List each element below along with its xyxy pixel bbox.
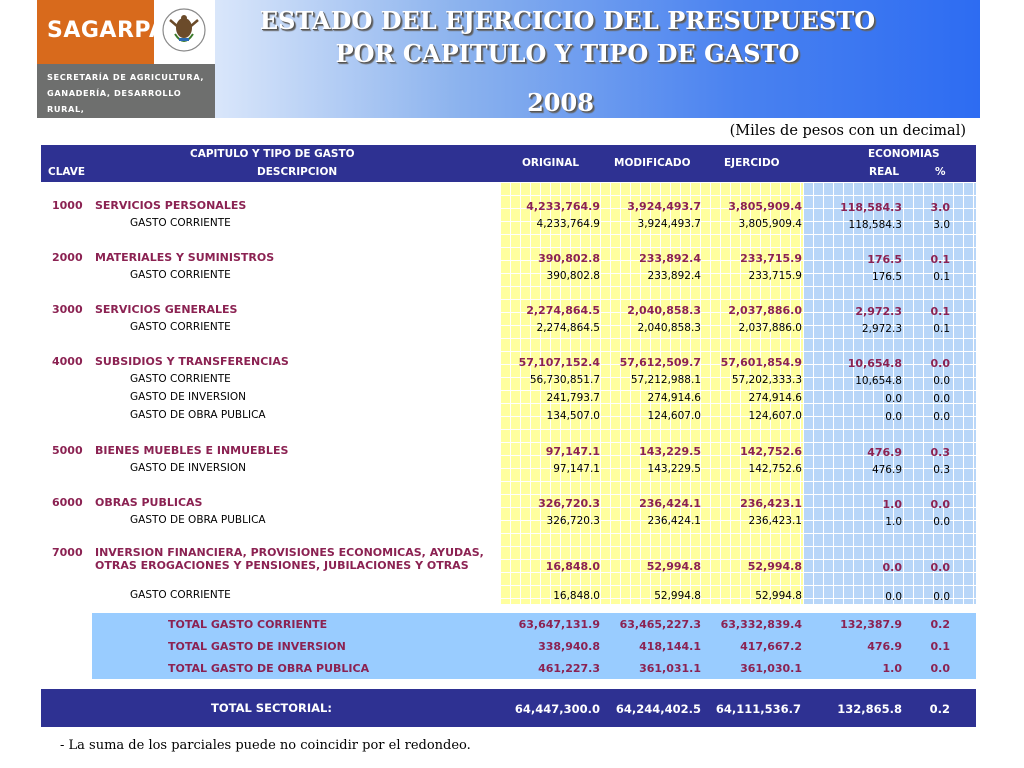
row-clave: 5000	[52, 444, 83, 457]
row-pct: 0.3	[930, 446, 950, 459]
row-modificado: 143,229.5	[647, 463, 701, 475]
total-ejercido: 361,030.1	[740, 662, 802, 675]
row-real: 118,584.3	[848, 219, 902, 231]
row-real: 176.5	[871, 271, 902, 283]
page-title-line1: ESTADO DEL EJERCICIO DEL PRESUPUESTO	[259, 6, 876, 35]
footnote: - La suma de los parciales puede no coincidir por el redondeo.	[60, 738, 471, 753]
row-clave: 4000	[52, 355, 83, 368]
row-original: 4,233,764.9	[526, 200, 600, 213]
row-original: 390,802.8	[546, 270, 600, 282]
total-pct: 0.1	[930, 640, 950, 653]
col-modificado: MODIFICADO	[614, 157, 691, 169]
row-real: 0.0	[882, 561, 902, 574]
sectoral-real: 132,865.8	[837, 702, 902, 716]
row-modificado: 143,229.5	[639, 445, 701, 458]
total-pct: 0.0	[930, 662, 950, 675]
row-ejercido: 57,601,854.9	[720, 356, 802, 369]
chapter-description: SERVICIOS PERSONALES	[95, 199, 247, 212]
total-real: 132,387.9	[840, 618, 902, 631]
row-real: 2,972.3	[855, 305, 902, 318]
row-modificado: 57,212,988.1	[630, 374, 701, 386]
col-pct: %	[935, 166, 946, 178]
total-real: 1.0	[882, 662, 902, 675]
row-pct: 0.0	[930, 561, 950, 574]
total-original: 338,940.8	[538, 640, 600, 653]
row-real: 0.0	[885, 591, 902, 603]
row-real: 1.0	[885, 516, 902, 528]
sectoral-total-row	[41, 689, 976, 727]
row-pct: 0.0	[933, 375, 950, 387]
col-economias: ECONOMIAS	[868, 148, 940, 160]
row-original: 57,107,152.4	[518, 356, 600, 369]
row-pct: 0.1	[930, 253, 950, 266]
row-original: 4,233,764.9	[536, 218, 600, 230]
row-clave: 1000	[52, 199, 83, 212]
row-modificado: 236,424.1	[647, 515, 701, 527]
row-pct: 3.0	[933, 219, 950, 231]
row-pct: 0.0	[930, 498, 950, 511]
spending-type-description: GASTO CORRIENTE	[130, 589, 231, 601]
row-real: 118,584.3	[840, 201, 902, 214]
row-clave: 3000	[52, 303, 83, 316]
spending-type-description: GASTO DE OBRA PUBLICA	[130, 409, 266, 421]
row-ejercido: 142,752.6	[748, 463, 802, 475]
row-pct: 0.0	[933, 411, 950, 423]
spending-type-description: GASTO DE INVERSION	[130, 462, 247, 474]
total-label: TOTAL GASTO DE INVERSION	[168, 640, 346, 653]
logo-ministry-text: SECRETARÍA DE AGRICULTURA, GANADERÍA, DESARROLLO RURAL, PESCA Y ALIMENTACIÓN	[47, 72, 205, 130]
row-ejercido: 52,994.8	[755, 590, 802, 602]
col-real: REAL	[869, 166, 900, 178]
row-pct: 0.0	[933, 393, 950, 405]
col-clave: CLAVE	[48, 166, 86, 178]
spending-type-description: GASTO CORRIENTE	[130, 321, 231, 333]
total-pct: 0.2	[930, 618, 950, 631]
col-capitulo: CAPITULO Y TIPO DE GASTO	[190, 148, 355, 160]
row-modificado: 124,607.0	[647, 410, 701, 422]
row-modificado: 2,040,858.3	[627, 304, 701, 317]
row-real: 2,972.3	[861, 323, 902, 335]
row-real: 476.9	[867, 446, 902, 459]
chapter-description: SERVICIOS GENERALES	[95, 303, 238, 316]
page-title-line2: POR CAPITULO Y TIPO DE GASTO	[335, 39, 800, 68]
row-original: 16,848.0	[545, 560, 600, 573]
total-ejercido: 63,332,839.4	[720, 618, 802, 631]
logo-name: SAGARPA	[47, 18, 167, 43]
row-ejercido: 142,752.6	[740, 445, 802, 458]
row-modificado: 52,994.8	[646, 560, 701, 573]
row-ejercido: 233,715.9	[740, 252, 802, 265]
row-modificado: 3,924,493.7	[637, 218, 701, 230]
row-clave: 6000	[52, 496, 83, 509]
row-modificado: 236,424.1	[639, 497, 701, 510]
row-ejercido: 236,423.1	[740, 497, 802, 510]
total-ejercido: 417,667.2	[740, 640, 802, 653]
row-original: 97,147.1	[553, 463, 600, 475]
row-real: 176.5	[867, 253, 902, 266]
spending-type-description: GASTO CORRIENTE	[130, 269, 231, 281]
row-real: 476.9	[871, 464, 902, 476]
total-modificado: 361,031.1	[639, 662, 701, 675]
row-pct: 0.1	[933, 323, 950, 335]
row-ejercido: 2,037,886.0	[738, 322, 802, 334]
row-real: 10,654.8	[847, 357, 902, 370]
row-modificado: 274,914.6	[647, 392, 701, 404]
row-ejercido: 2,037,886.0	[728, 304, 802, 317]
row-ejercido: 274,914.6	[748, 392, 802, 404]
sectoral-ejercido: 64,111,536.7	[715, 702, 801, 716]
chapter-description: SUBSIDIOS Y TRANSFERENCIAS	[95, 355, 289, 368]
row-original: 2,274,864.5	[526, 304, 600, 317]
col-original: ORIGINAL	[522, 157, 580, 169]
total-real: 476.9	[867, 640, 902, 653]
row-ejercido: 3,805,909.4	[738, 218, 802, 230]
row-pct: 0.1	[933, 271, 950, 283]
row-real: 0.0	[885, 411, 902, 423]
sectoral-pct: 0.2	[929, 702, 950, 716]
row-modificado: 233,892.4	[647, 270, 701, 282]
sectoral-original: 64,447,300.0	[514, 702, 600, 716]
row-ejercido: 3,805,909.4	[728, 200, 802, 213]
row-clave: 2000	[52, 251, 83, 264]
row-real: 1.0	[882, 498, 902, 511]
chapter-description: BIENES MUEBLES E INMUEBLES	[95, 444, 289, 457]
row-modificado: 52,994.8	[654, 590, 701, 602]
row-original: 2,274,864.5	[536, 322, 600, 334]
total-original: 461,227.3	[538, 662, 600, 675]
row-modificado: 233,892.4	[639, 252, 701, 265]
row-original: 241,793.7	[546, 392, 600, 404]
row-original: 326,720.3	[538, 497, 600, 510]
row-modificado: 2,040,858.3	[637, 322, 701, 334]
row-pct: 0.3	[933, 464, 950, 476]
total-label: TOTAL GASTO CORRIENTE	[168, 618, 328, 631]
page-year: 2008	[527, 88, 594, 117]
row-pct: 3.0	[930, 201, 950, 214]
row-original: 16,848.0	[553, 590, 600, 602]
row-modificado: 57,612,509.7	[619, 356, 701, 369]
chapter-description: OBRAS PUBLICAS	[95, 496, 203, 509]
row-original: 326,720.3	[546, 515, 600, 527]
sectoral-label: TOTAL SECTORIAL:	[211, 701, 332, 715]
total-label: TOTAL GASTO DE OBRA PUBLICA	[168, 662, 370, 675]
spending-type-description: GASTO DE OBRA PUBLICA	[130, 514, 266, 526]
row-pct: 0.0	[930, 357, 950, 370]
row-pct: 0.0	[933, 516, 950, 528]
row-modificado: 3,924,493.7	[627, 200, 701, 213]
row-ejercido: 57,202,333.3	[731, 374, 802, 386]
row-original: 97,147.1	[545, 445, 600, 458]
spending-type-description: GASTO CORRIENTE	[130, 217, 231, 229]
row-clave: 7000	[52, 546, 83, 559]
row-ejercido: 52,994.8	[747, 560, 802, 573]
chapter-description-line2: OTRAS EROGACIONES Y PENSIONES, JUBILACIONES Y OTRAS	[95, 559, 469, 572]
row-original: 56,730,851.7	[529, 374, 600, 386]
row-pct: 0.0	[933, 591, 950, 603]
col-ejercido: EJERCIDO	[724, 157, 780, 169]
table-header	[41, 145, 976, 182]
row-real: 0.0	[885, 393, 902, 405]
chapter-description: INVERSION FINANCIERA, PROVISIONES ECONOMICAS, AYUDAS,	[95, 546, 484, 559]
row-ejercido: 124,607.0	[748, 410, 802, 422]
total-modificado: 418,144.1	[639, 640, 701, 653]
row-original: 134,507.0	[546, 410, 600, 422]
total-original: 63,647,131.9	[518, 618, 600, 631]
chapter-description: MATERIALES Y SUMINISTROS	[95, 251, 275, 264]
row-ejercido: 236,423.1	[748, 515, 802, 527]
total-modificado: 63,465,227.3	[619, 618, 701, 631]
spending-type-description: GASTO DE INVERSION	[130, 391, 247, 403]
row-pct: 0.1	[930, 305, 950, 318]
units-note: (Miles de pesos con un decimal)	[729, 123, 966, 139]
row-ejercido: 233,715.9	[748, 270, 802, 282]
row-real: 10,654.8	[855, 375, 902, 387]
sectoral-modificado: 64,244,402.5	[615, 702, 701, 716]
spending-type-description: GASTO CORRIENTE	[130, 373, 231, 385]
row-original: 390,802.8	[538, 252, 600, 265]
col-descripcion: DESCRIPCION	[257, 166, 338, 178]
